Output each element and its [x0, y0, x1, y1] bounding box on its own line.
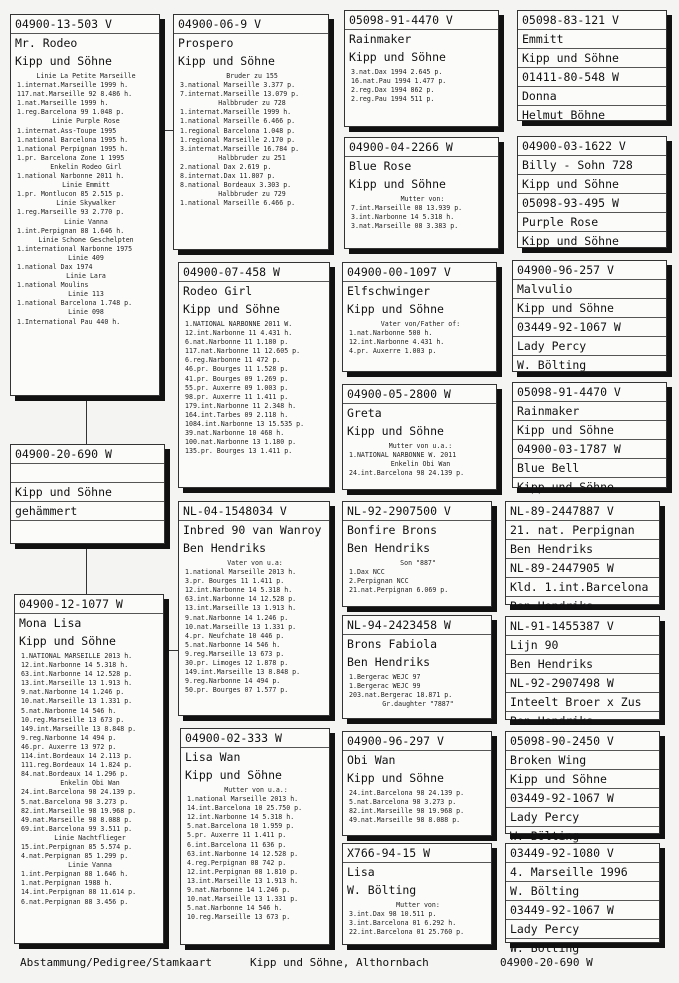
pedigree-card [178, 501, 330, 716]
result-line: 9.reg.Marseille 13 673 p. [185, 649, 285, 658]
result-line: Linie Vanna [68, 861, 112, 870]
ring-number: NL-92-2907500 V [343, 502, 491, 521]
result-line: Bruder zu 155 [226, 72, 278, 80]
ring-number: 04900-05-2800 W [343, 385, 496, 404]
result-line: 9.reg.Narbonne 14 494 p. [21, 733, 117, 742]
result-line: 8.national Bordeaux 3.303 p. [180, 181, 292, 190]
result-line: Linie Schone Geschelpten [38, 235, 134, 244]
result-line: 13.int.Marseille 13 1.913 h. [185, 604, 297, 613]
result-line: 1.NATIONAL NARBONNE W. 2011 [349, 451, 457, 460]
owner-name: Kipp und Söhne [349, 177, 446, 191]
bird-name: Elfschwinger [347, 284, 431, 298]
footer-left: Abstammung/Pedigree/Stamkaart [20, 956, 213, 969]
pedigree-card [342, 615, 492, 719]
owner-name: Kipp und Söhne [347, 771, 444, 785]
result-line: 14.int.Perpignan 88 11.614 p. [21, 888, 137, 897]
result-line: Gr.daughter "7887" [382, 700, 454, 709]
result-line: Linie La Petite Marseille [36, 72, 136, 80]
result-line: 3.nat.Dax 1994 2.645 p. [351, 68, 443, 76]
result-line: 2.reg.Pau 1994 511 p. [351, 95, 435, 104]
result-line: 2.reg.Dax 1994 862 p. [351, 86, 435, 95]
ring-number: 04900-00-1097 V [343, 263, 496, 282]
owner-name: Kipp und Söhne [15, 54, 112, 68]
result-line: 4.nat.Perpignan 85 1.299 p. [21, 852, 129, 861]
result-line: 15.int.Perpignan 85 5.574 p. [21, 842, 133, 851]
result-line: 63.int.Narbonne 14 12.528 p. [187, 849, 299, 858]
result-line: 1.int.Perpignan 88 1.646 h. [17, 226, 125, 235]
owner-name: Ben Hendriks [183, 541, 267, 555]
result-line: 1.national Marseille 6.466 p. [180, 199, 296, 208]
result-line: 1.nat.Perpignan 1988 h. [21, 879, 113, 888]
performance-details [343, 899, 491, 937]
ring-number: gehämmert [11, 502, 164, 521]
result-line: 5.nat.Barcelona 98 3.273 p. [21, 797, 129, 806]
bird-name: Blue Rose [349, 159, 412, 173]
result-line: Halbbruder zu 729 [218, 190, 286, 199]
performance-details [343, 557, 491, 595]
result-line: 1.Dax NCC [349, 568, 385, 577]
owner-name: Kipp und Söhne [513, 299, 666, 318]
result-line: 1084.int.Narbonne 13 15.535 p. [185, 420, 305, 429]
ring-number: NL-92-2907498 W [506, 674, 659, 693]
pedigree-card [512, 260, 667, 372]
pedigree-card [342, 843, 492, 945]
pedigree-card [14, 594, 164, 944]
ring-number: 03449-92-1067 W [506, 789, 659, 808]
result-line: 49.nat.Marseille 98 8.088 p. [349, 816, 461, 825]
performance-details [345, 193, 498, 231]
ring-number: 05098-93-495 W [518, 194, 666, 213]
result-line: 1.int.Perpignan 88 1.646 h. [21, 870, 129, 879]
pedigree-card [342, 384, 497, 490]
owner-name: Kipp und Söhne [185, 768, 282, 782]
result-line: 1.national Dax 1974 [17, 262, 93, 271]
owner-name: Kipp und Söhne [517, 480, 614, 494]
result-line: 50.pr. Bourges 07 1.577 p. [185, 686, 289, 695]
result-line: 1.regional Marseille 2.170 p. [180, 135, 296, 144]
bird-name: Lady Percy [506, 808, 659, 827]
performance-details [181, 784, 329, 922]
owner-name: Ben Hendriks [506, 540, 659, 559]
owner-name: Kipp und Söhne [178, 54, 275, 68]
bird-name: 21. nat. Perpignan [506, 521, 659, 540]
bird-name: Obi Wan [347, 753, 396, 767]
result-line: 7.int.Marseille 08 13.939 p. [351, 204, 463, 213]
result-line: 1.national Marseille 2013 h. [185, 568, 297, 577]
result-line: 41.pr. Bourges 09 1.269 p. [185, 374, 289, 383]
result-line: Enkelin Rodeo Girl [50, 162, 122, 171]
bird-name: Billy - Sohn 728 [518, 156, 666, 175]
owner-name: W. Bölting [510, 941, 580, 955]
result-line: Mutter von: [396, 901, 440, 909]
pedigree-card [342, 731, 492, 836]
result-line: Vater von/Father of: [380, 320, 461, 328]
owner-name: Kipp und Söhne [513, 421, 666, 440]
connector-line [86, 398, 87, 444]
result-line: 24.int.Barcelona 98 24.139 p. [21, 788, 137, 797]
result-line: 14.int.Barcelona 10 25.750 p. [187, 804, 303, 813]
performance-details [179, 557, 329, 695]
bird-name: Lisa [347, 865, 375, 879]
result-line: 12.int.Narbonne 11 4.431 h. [185, 329, 293, 338]
result-line: 5.nat.Narbonne 14 546 h. [185, 640, 281, 649]
result-line: 5.nat.Barcelona 98 3.273 p. [349, 798, 457, 807]
ring-number: 01411-80-548 W [518, 68, 666, 87]
result-line: 1.NATIONAL NARBONNE 2011 W. [185, 320, 293, 328]
result-line: Mutter von u.a.: [388, 442, 453, 450]
performance-details [343, 671, 491, 709]
result-line: 114.int.Bordeaux 14 2.113 p. [21, 752, 133, 761]
pedigree-card [180, 728, 330, 945]
owner-name: Ben Hendriks [506, 655, 659, 674]
pedigree-card [10, 444, 165, 544]
owner-name: W. Bölting [347, 883, 417, 897]
result-line: Mutter von u.a.: [224, 786, 288, 794]
result-line: 4.pr. Neufchate 10 446 p. [185, 631, 285, 640]
result-line: 6.nat.Perpignan 88 3.456 p. [21, 897, 129, 906]
result-line: 1.national Marseille 6.466 p. [180, 117, 296, 126]
result-line: 1.regional Barcelona 1.048 p. [180, 126, 296, 135]
ring-number: X766-94-15 W [343, 844, 491, 863]
owner-name: W. Bölting [506, 882, 659, 901]
bird-name: Prospero [178, 36, 234, 50]
result-line: 10.reg.Marseille 13 673 p. [187, 913, 291, 922]
result-line: 21.nat.Perpignan 6.069 p. [349, 586, 449, 595]
bird-name: Mona Lisa [19, 616, 82, 630]
result-line: 1.national Marseille 2013 h. [187, 795, 299, 804]
result-line: 46.pr. Auxerre 13 972 p. [21, 742, 117, 751]
bird-name: Rainmaker [349, 32, 412, 46]
result-line: Linie 409 [68, 253, 104, 262]
connector-line [165, 650, 179, 651]
result-line: 1.national Barcelona 1.748 p. [17, 299, 133, 308]
result-line: Mutter von: [400, 195, 445, 203]
result-line: 69.int.Barcelona 99 3.511 p. [21, 824, 133, 833]
ring-number: 04900-20-690 W [11, 445, 164, 464]
result-line: Enkelin Obi Wan [60, 779, 120, 788]
performance-details [343, 318, 496, 356]
result-line: 9.nat.Narbonne 14 1.246 p. [21, 688, 125, 697]
pedigree-card [512, 382, 667, 494]
performance-details [15, 650, 163, 907]
ring-number: 05098-91-4470 V [513, 383, 666, 402]
ring-number: 04900-02-333 W [181, 729, 329, 748]
owner-name: W. Bölting [510, 829, 580, 843]
bird-name: Greta [347, 406, 382, 420]
result-line: Linie Skywalker [56, 199, 116, 208]
bird-name: Kld. 1.int.Barcelona [506, 578, 659, 597]
ring-number: 04900-03-1622 V [518, 137, 666, 156]
result-line: 22.int.Barcelona 01 25.760 p. [349, 928, 465, 937]
result-line: 10.nat.Marseille 13 1.331 p. [21, 697, 133, 706]
result-line: 7.internat.Marseille 13.079 p. [180, 90, 300, 99]
result-line: 82.int.Marseille 98 19.968 p. [349, 807, 465, 816]
result-line: Halbbruder zu 251 [218, 153, 286, 162]
result-line: 1.internat.Marseille 1999 h. [17, 81, 129, 90]
ring-number: 04900-03-1787 W [513, 440, 666, 459]
result-line: 24.int.Barcelona 98 24.139 p. [349, 789, 465, 797]
performance-details [174, 70, 328, 208]
result-line: 4.reg.Perpignan 08 742 p. [187, 858, 287, 867]
result-line: 9.nat.Narbonne 14 1.246 p. [185, 613, 289, 622]
result-line: 1.reg.Marseille 93 2.770 p. [17, 208, 125, 217]
result-line: 1.pr. Montlucon 85 2.515 p. [17, 190, 125, 199]
result-line: Enkelin Obi Wan [390, 460, 451, 469]
performance-details [343, 787, 491, 825]
result-line: 16.nat.Pau 1994 1.477 p. [351, 77, 447, 86]
owner-name: Ben Hendriks [347, 655, 431, 669]
result-line: 49.nat.Marseille 98 8.088 p. [21, 815, 133, 824]
result-line: 12.int.Narbonne 4.431 h. [349, 338, 445, 347]
bird-name: Donna [518, 87, 666, 106]
result-line: 1.internat.Ass-Toupe 1995 [17, 126, 117, 135]
bird-name: Inbred 90 van Wanroy [183, 523, 322, 537]
connector-line [86, 546, 87, 594]
bird-name: Lisa Wan [185, 750, 241, 764]
result-line: 3.internat.Marseille 16.784 p. [180, 144, 300, 153]
result-line: 84.nat.Bordeaux 14 1.296 p. [21, 770, 129, 779]
result-line: Linie Lara [66, 272, 106, 281]
pedigree-card [505, 731, 660, 843]
owner-name: Kipp und Söhne [506, 770, 659, 789]
owner-name: Kipp und Söhne [518, 49, 666, 68]
owner-name: Kipp und Söhne [347, 302, 444, 316]
bird-name: Inteelt Broer x Zus [506, 693, 659, 712]
ring-number: 03449-92-1067 W [513, 318, 666, 337]
pedigree-card [10, 14, 160, 396]
result-line: 100.nat.Narbonne 13 1.180 p. [185, 438, 297, 447]
result-line: 164.int.Tarbes 09 2.118 h. [185, 410, 289, 419]
result-line: 9.nat.Narbonne 14 1.246 p. [187, 886, 291, 895]
bird-name: Mr. Rodeo [15, 36, 78, 50]
result-line: 1.national Perpignan 1995 h. [17, 144, 129, 153]
result-line: 63.int.Narbonne 14 12.528 p. [21, 670, 133, 679]
bird-name: Broken Wing [506, 751, 659, 770]
ring-number: 04900-12-1077 W [15, 595, 163, 614]
result-line: 5.nat.Barcelona 10 1.959 p. [187, 822, 295, 831]
result-line: 24.int.Barcelona 98 24.139 p. [349, 469, 465, 478]
result-line: 1.national Narbonne 2011 h. [17, 172, 125, 181]
owner-name: W. Bölting [517, 358, 587, 372]
pedigree-card [173, 14, 329, 250]
performance-details [179, 318, 329, 456]
result-line: 1.nat.Marseille 1999 h. [17, 99, 109, 108]
result-line: Linie Vanna [64, 217, 108, 226]
result-line: 13.int.Marseille 13 1.913 h. [187, 876, 299, 885]
footer-right: 04900-20-690 W [500, 956, 593, 969]
result-line: 98.pr. Auxerre 11 1.411 p. [185, 392, 289, 401]
bird-name: Blue Bell [513, 459, 666, 478]
ring-number: 04900-13-503 V [11, 15, 159, 34]
result-line: 111.reg.Bordeaux 14 1.824 p. [21, 761, 133, 770]
owner-name: Ben Hendriks [347, 541, 431, 555]
result-line: 203.nat.Bergerac 18.871 p. [349, 691, 453, 700]
result-line: 1.International Pau 440 h. [17, 317, 121, 326]
pedigree-card [517, 10, 667, 121]
pedigree-card [505, 616, 660, 728]
ring-number: 05098-90-2450 V [506, 732, 659, 751]
result-line: 149.int.Marseille 13 8.848 p. [185, 668, 301, 677]
ring-number: 03449-92-1080 V [506, 844, 659, 863]
ring-number: 04900-06-9 V [174, 15, 328, 34]
result-line: 6.nat.Narbonne 11 1.180 p. [185, 338, 289, 347]
result-line: 1.national Barcelona 1995 h. [17, 135, 129, 144]
result-line: 3.int.Dax 98 10.511 p. [349, 910, 437, 919]
ring-number: 04900-07-458 W [179, 263, 329, 282]
bird-name: 4. Marseille 1996 [506, 863, 659, 882]
result-line: 10.nat.Marseille 13 1.331 p. [187, 895, 299, 904]
bird-name: Lady Percy [513, 337, 666, 356]
pedigree-card [505, 501, 660, 613]
footer-center: Kipp und Söhne, Althornbach [250, 956, 429, 969]
result-line: 5.nat.Narbonne 14 546 h. [21, 706, 117, 715]
result-line: 82.int.Marseille 98 19.968 p. [21, 806, 137, 815]
ring-number: 04900-96-257 V [513, 261, 666, 280]
owner-name: Helmut Böhne [522, 108, 606, 122]
ring-number: NL-89-2447887 V [506, 502, 659, 521]
result-line: 6.int.Barcelona 11 636 p. [187, 840, 287, 849]
result-line: Linie 098 [68, 308, 104, 317]
bird-name: Rainmaker [513, 402, 666, 421]
owner-name: Kipp und Söhne [11, 483, 164, 502]
pedigree-card [178, 262, 330, 488]
result-line: 1.nat.Narbonne 500 h. [349, 329, 433, 338]
pedigree-card [505, 843, 660, 955]
result-line: 9.reg.Narbonne 14 494 p. [185, 677, 281, 686]
result-line: 8.internat.Dax 11.807 p. [180, 172, 276, 181]
result-line: Linie Nachtflieger [54, 833, 126, 842]
owner-name: Kipp und Söhne [183, 302, 280, 316]
result-line: Halbbruder zu 728 [218, 99, 286, 108]
result-line: 1.NATIONAL MARSEILLE 2013 h. [21, 652, 133, 660]
owner-name: Kipp und Söhne [349, 50, 446, 64]
result-line: 5.nat.Narbonne 14 546 h. [187, 904, 283, 913]
result-line: 1.international Narbonne 1975 [17, 244, 133, 253]
bird-name: Lijn 90 [506, 636, 659, 655]
ring-number: 04900-04-2266 W [345, 138, 498, 157]
performance-details [11, 70, 159, 327]
performance-details [343, 440, 496, 478]
result-line: 3.int.Narbonne 14 5.318 h. [351, 213, 455, 222]
ring-number: 04900-96-297 V [343, 732, 491, 751]
result-line: 12.int.Narbonne 14 5.318 h. [187, 813, 295, 822]
bird-name: Lady Percy [506, 920, 659, 939]
ring-number: NL-04-1548034 V [179, 502, 329, 521]
owner-name: Kipp und Söhne [347, 424, 444, 438]
ring-number: NL-94-2423458 W [343, 616, 491, 635]
owner-name: Kipp und Söhne [518, 175, 666, 194]
result-line: 179.int.Narbonne 11 2.348 h. [185, 401, 297, 410]
bird-name: Malvulio [513, 280, 666, 299]
result-line: 3.int.Barcelona 01 6.292 h. [349, 919, 457, 928]
result-line: 1.Bergerac WEJC 97 [349, 673, 421, 681]
bird-name: Bonfire Brons [347, 523, 438, 537]
owner-name: Ben Hendriks [510, 599, 594, 613]
owner-name: Ben Hendriks [510, 714, 594, 728]
result-line: 1.reg.Barcelona 99 1.048 p. [17, 108, 125, 117]
result-line: 6.reg.Narbonne 11 472 p. [185, 356, 281, 365]
result-line: 12.int.Perpignan 08 1.810 p. [187, 867, 299, 876]
result-line: 63.int.Narbonne 14 12.528 p. [185, 595, 297, 604]
result-line: 3.pr. Bourges 11 1.411 p. [185, 577, 285, 586]
result-line: 55.pr. Auxerre 09 1.003 p. [185, 383, 289, 392]
result-line: 13.int.Marseille 13 1.913 h. [21, 679, 133, 688]
result-line: 12.int.Narbonne 14 5.318 h. [21, 661, 129, 670]
bird-name [11, 464, 164, 483]
result-line: 2.national Dax 2.619 p. [180, 162, 272, 171]
result-line: Linie Purple Rose [52, 117, 120, 126]
bird-name: Rodeo Girl [183, 284, 253, 298]
bird-name: Emmitt [518, 30, 666, 49]
ring-number: 05098-91-4470 V [345, 11, 498, 30]
ring-number: 03449-92-1067 W [506, 901, 659, 920]
result-line: 1.pr. Barcelona Zone 1 1995 [17, 153, 125, 162]
bird-name: Brons Fabiola [347, 637, 438, 651]
result-line: 149.int.Marseille 13 8.848 p. [21, 724, 137, 733]
result-line: 117.nat.Narbonne 11 12.605 p. [185, 347, 301, 356]
result-line: Linie Emmitt [62, 181, 110, 190]
result-line: 12.int.Narbonne 14 5.318 h. [185, 586, 293, 595]
result-line: 30.pr. Limoges 12 1.878 p. [185, 659, 289, 668]
owner-name: Kipp und Söhne [19, 634, 116, 648]
result-line: 46.pr. Bourges 11 1.528 p. [185, 365, 289, 374]
ring-number: NL-89-2447905 W [506, 559, 659, 578]
pedigree-card [344, 137, 499, 249]
result-line: 135.pr. Bourges 13 1.411 p. [185, 447, 293, 456]
pedigree-card [517, 136, 667, 248]
ring-number: NL-91-1455387 V [506, 617, 659, 636]
ring-number: 05098-83-121 V [518, 11, 666, 30]
result-line: 1.Bergerac WEJC 99 [349, 682, 421, 691]
bird-name: Purple Rose [518, 213, 666, 232]
result-line: 117.nat.Marseille 92 8.486 h. [17, 90, 133, 99]
owner-name: Kipp und Söhne [522, 234, 619, 248]
result-line: Son "887" [400, 559, 436, 567]
result-line: 3.nat.Marseille 08 3.383 p. [351, 222, 459, 231]
result-line: Vater von u.a: [227, 559, 283, 567]
result-line: 2.Perpignan NCC [349, 577, 409, 586]
result-line: 39.nat.Narbonne 10 468 h. [185, 429, 285, 438]
result-line: 1.internat.Marseille 1999 h. [180, 108, 292, 117]
result-line: 1.national Moulins [17, 281, 89, 290]
result-line: 5.pr. Auxerre 11 1.411 p. [187, 831, 287, 840]
pedigree-card [342, 262, 497, 372]
pedigree-card [342, 501, 492, 607]
result-line: 10.nat.Marseille 13 1.331 p. [185, 622, 297, 631]
result-line: 10.reg.Marseille 13 673 p. [21, 715, 125, 724]
pedigree-card [344, 10, 499, 127]
result-line: 4.pr. Auxerre 1.003 p. [349, 347, 437, 356]
result-line: 3.national Marseille 3.377 p. [180, 81, 296, 90]
performance-details [345, 66, 498, 104]
result-line: Linie 113 [68, 290, 104, 299]
